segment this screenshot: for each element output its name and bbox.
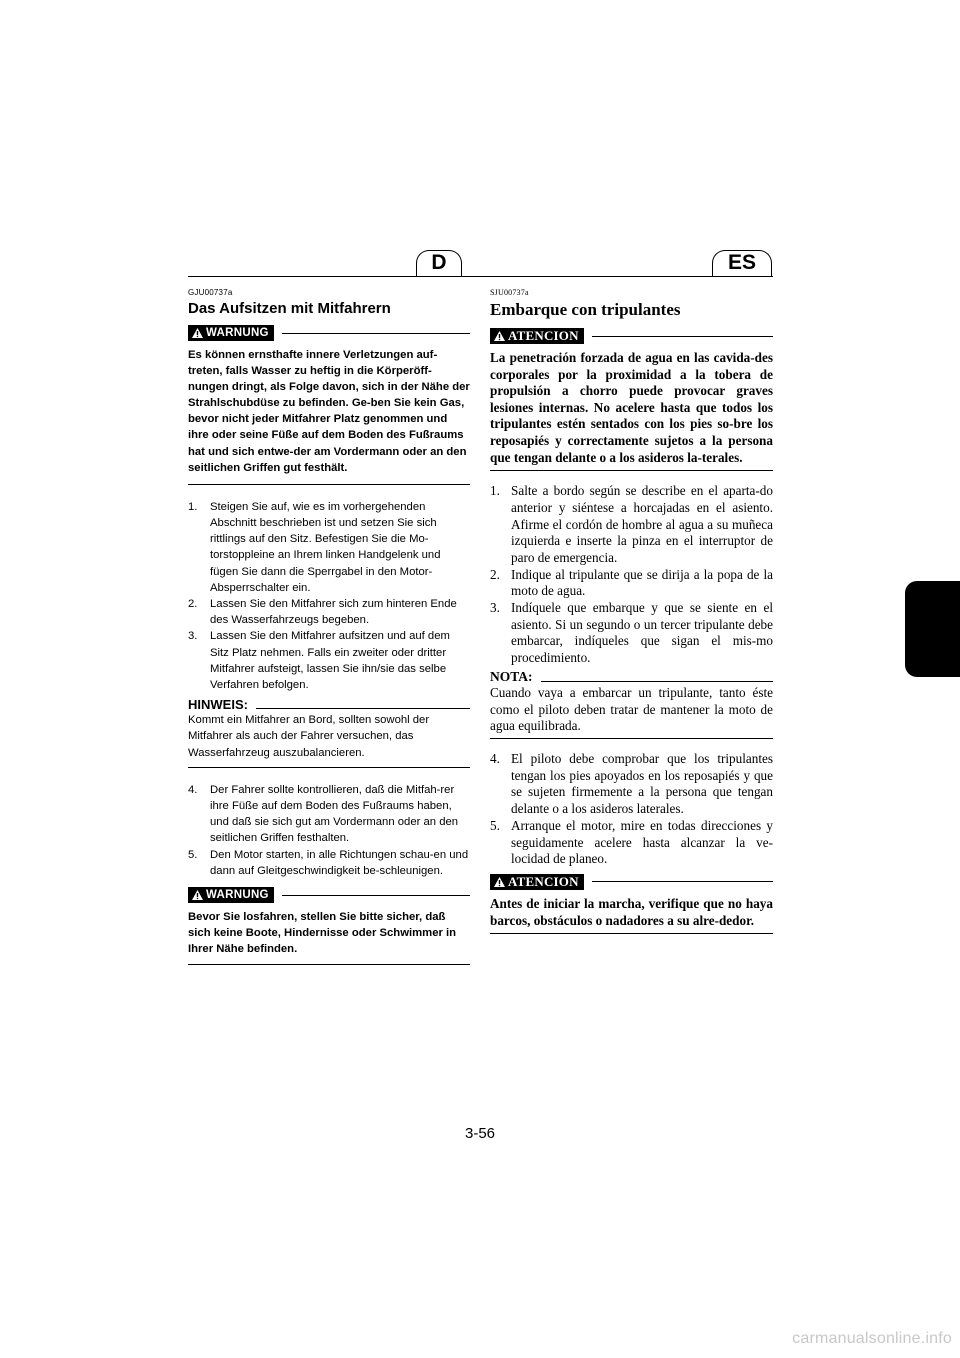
step-text: Indique al tripulante que se dirija a la popa de la moto de agua. <box>511 566 773 599</box>
warning-triangle-icon <box>494 877 505 887</box>
warning-header-rule <box>592 336 773 337</box>
column-spanish <box>490 288 773 934</box>
warning-label: WARNUNG <box>206 889 269 902</box>
step-text: Lassen Sie den Mitfahrer sich zum hinteren Ende des Wasserfahrzeugs begeben. <box>210 597 457 627</box>
warning-header <box>490 874 773 890</box>
note-end-rule <box>490 738 773 739</box>
step-number: 4. <box>490 751 500 766</box>
warning-text: La penetración forzada de agua en las cavida-des corporales por la proximidad a la tobera de propulsión a chorro puede provocar graves lesiones internas. No acelere hasta que todos los tripulantes estén sentados con los pies so-bre los reposapiés y correctamente sujetos a la persona que tengan delante o a los asideros la-terales. <box>490 350 773 465</box>
step-number: 2. <box>490 566 500 582</box>
step-number: 5. <box>490 817 500 833</box>
warning-header <box>490 328 773 344</box>
step-number: 3. <box>490 600 500 616</box>
warning-text: Antes de iniciar la marcha, verifique que no haya barcos, obstáculos o nadadores a su alre-dedor. <box>490 895 773 928</box>
list-item <box>188 782 470 847</box>
warning-end-rule <box>188 484 470 485</box>
warning-header-rule <box>592 881 773 882</box>
list-item <box>188 499 470 596</box>
step-text: Steigen Sie auf, wie es im vorhergehenden Abschnitt beschrieben ist und setzen Sie sich rittlings auf den Sitz. Befestigen Sie die Mo-torstoppleine an Ihrem linken Handgelenk und fügen Sie dann die Sperrgabel in den Motor-Absperrschalter ein. <box>210 500 441 594</box>
step-text: Arranque el motor, mire en todas direcciones y seguidamente acelere hasta alcanzar la ve-locidad de planeo. <box>511 817 773 867</box>
step-text: El piloto debe comprobar que los tripulantes tengan los pies apoyados en los reposapiés y que se sujeten firmemente a la persona que tengan delante o a los asideros laterales. <box>511 751 773 817</box>
column-german <box>188 288 470 965</box>
warning-end-rule <box>188 964 470 965</box>
note-label: NOTA: <box>490 668 533 684</box>
note-header-rule <box>256 708 470 709</box>
list-item <box>490 751 773 818</box>
step-text: Der Fahrer sollte kontrollieren, daß die Mitfah-rer ihre Füße auf dem Boden des Fußraums haben, und daß sie sich gut am Vordermann oder an den seitlichen Griffen festhalten. <box>210 783 459 845</box>
header-rule <box>188 276 773 277</box>
language-code-de: D <box>431 251 447 274</box>
warning-triangle-icon <box>192 890 203 900</box>
step-list <box>188 499 470 693</box>
language-tab-es <box>712 250 772 276</box>
list-item <box>490 567 773 600</box>
step-number: 5. <box>188 848 198 861</box>
step-text: Lassen Sie den Mitfahrer aufsitzen und auf dem Sitz Platz nehmen. Falls ein zweiter oder dritter Mitfahrer aufsteigt, lassen Sie ihn/sie das selbe Verfahren befolgen. <box>210 630 450 691</box>
warning-triangle-icon <box>192 328 203 338</box>
note-header <box>188 697 470 712</box>
note-text: Cuando vaya a embarcar un tripulante, tanto éste como el piloto deben tratar de mantener la moto de agua equilibrada. <box>490 684 773 734</box>
warning-label: ATENCION <box>508 328 579 343</box>
step-text: Den Motor starten, in alle Richtungen schau-en und dann auf Gleitgeschwindigkeit be-schleunigen. <box>210 848 469 877</box>
warning-text: Es können ernsthafte innere Verletzungen auf-treten, falls Wasser zu heftig in die Körperöff-nungen dringt, als Folge davon, sich in der Nähe der Strahlschubdüse zu befinden. Ge-ben Sie kein Gas, bevor nicht jeder Mitfahrer Platz genommen und ihre oder seine Füße auf dem Boden des Fußraums hat und sich entwe-der am Vordermann oder an den seitlichen Griffen gut festhält. <box>188 349 470 474</box>
step-list <box>188 782 470 879</box>
warning-label: WARNUNG <box>206 327 269 339</box>
note-text: Kommt ein Mitfahrer an Bord, sollten sowohl der Mitfahrer als auch der Fahrer versuchen, das Wasserfahrzeug auszubalancieren. <box>188 714 430 759</box>
warning-badge <box>188 325 274 341</box>
step-number: 3. <box>188 630 198 643</box>
language-tab-de <box>416 250 462 276</box>
list-item <box>490 483 773 567</box>
note-header <box>490 669 773 685</box>
step-text: Indíquele que embarque y que se siente en el asiento. Si un segundo o un tercer tripulante debe embarcar, indíqueles que sigan el mis-mo procedimiento. <box>511 600 773 666</box>
note-end-rule <box>188 767 470 768</box>
warning-label: ATENCION <box>508 873 579 889</box>
warning-badge <box>490 328 584 344</box>
section-title: Embarque con tripulantes <box>490 300 681 319</box>
step-list <box>490 483 773 667</box>
list-item <box>490 818 773 868</box>
step-list <box>490 751 773 868</box>
list-item <box>490 600 773 667</box>
list-item <box>188 628 470 693</box>
warning-header-rule <box>282 333 470 334</box>
watermark: carmanualsonline.info <box>792 1330 952 1347</box>
warning-header <box>188 887 470 903</box>
step-number: 4. <box>188 783 198 796</box>
language-code-es: ES <box>727 251 756 274</box>
list-item <box>188 847 470 879</box>
section-code: GJU00737a <box>188 288 233 297</box>
step-number: 2. <box>188 597 198 610</box>
note-header-rule <box>541 681 774 682</box>
section-title: Das Aufsitzen mit Mitfahrern <box>188 300 391 317</box>
section-code: SJU00737a <box>490 288 529 297</box>
warning-badge <box>188 887 274 903</box>
warning-header-rule <box>282 895 470 896</box>
warning-badge <box>490 874 584 890</box>
warning-end-rule <box>490 933 773 934</box>
warning-text: Bevor Sie losfahren, stellen Sie bitte sicher, daß sich keine Boote, Hindernisse oder Schwimmer in Ihrer Nähe befinden. <box>188 911 457 956</box>
warning-triangle-icon <box>494 331 505 341</box>
chapter-side-tab <box>905 581 960 677</box>
list-item <box>188 596 470 628</box>
warning-end-rule <box>490 470 773 471</box>
step-text: Salte a bordo según se describe en el aparta-do anterior y siéntese a horcajadas en el asiento. Afirme el cordón de hombre al agua a su muñeca izquierda e inserte la pinza en el interruptor de paro de emergencia. <box>511 483 773 565</box>
step-number: 1. <box>490 483 500 499</box>
step-number: 1. <box>188 500 198 513</box>
page-number: 3-56 <box>464 1125 496 1142</box>
warning-header <box>188 325 470 341</box>
note-label: HINWEIS: <box>188 697 248 713</box>
